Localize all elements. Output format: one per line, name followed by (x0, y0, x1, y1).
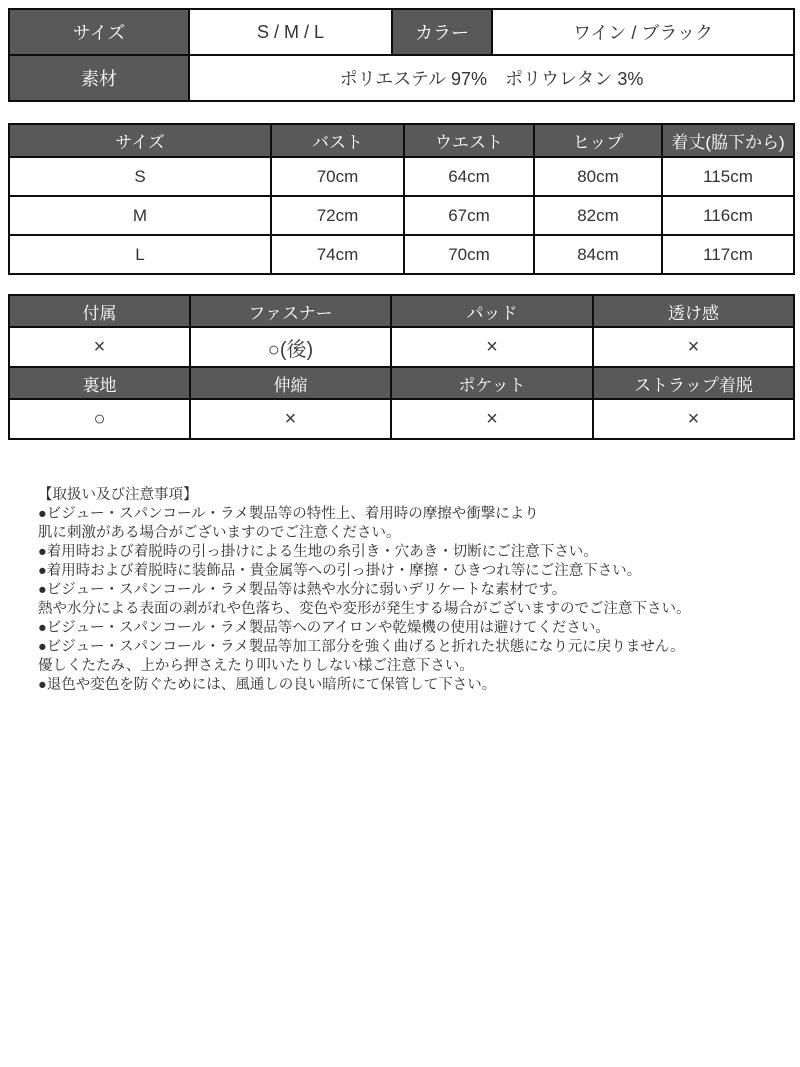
sheerness-value: × (593, 327, 794, 367)
table-row-size-m (9, 196, 794, 235)
size-value-cell: S / M / L (189, 9, 392, 55)
sheerness-header: 透け感 (593, 295, 794, 327)
bust-cell: 72cm (271, 196, 404, 235)
care-note-line: 肌に刺激がある場合がございますのでご注意ください。 (38, 525, 401, 541)
hip-cell: 80cm (534, 157, 662, 196)
hip-cell: 84cm (534, 235, 662, 274)
features-table (8, 294, 795, 440)
length-column-header: 着丈(脇下から) (662, 124, 794, 157)
features-value-row-1 (9, 327, 794, 367)
care-note-line: ●退色や変色を防ぐためには、風通しの良い暗所にて保管して下さい。 (38, 677, 497, 693)
lining-header: 裏地 (9, 367, 190, 399)
fastener-header: ファスナー (190, 295, 391, 327)
care-note-line: ●着用時および着脱時の引っ掛けによる生地の糸引き・穴あき・切断にご注意下さい。 (38, 544, 598, 560)
size-cell: M (9, 196, 271, 235)
size-column-header: サイズ (9, 124, 271, 157)
care-notes-title: 【取扱い及び注意事項】 (38, 487, 198, 503)
bust-cell: 70cm (271, 157, 404, 196)
care-note-line: ●ビジュー・スパンコール・ラメ製品等の特性上、着用時の摩擦や衝撃により (38, 506, 539, 522)
size-cell: S (9, 157, 271, 196)
waist-cell: 67cm (404, 196, 534, 235)
care-note-line: 熱や水分による表面の剥がれや色落ち、変色や変形が発生する場合がございますのでご注意下さい。 (38, 601, 691, 617)
table-row (9, 9, 794, 55)
fastener-value: ○(後) (190, 327, 391, 367)
material-value-cell: ポリエステル 97% ポリウレタン 3% (189, 55, 794, 101)
bust-column-header: バスト (271, 124, 404, 157)
length-cell: 117cm (662, 235, 794, 274)
accessory-header: 付属 (9, 295, 190, 327)
pad-value: × (391, 327, 593, 367)
strap-value: × (593, 399, 794, 439)
accessory-value: × (9, 327, 190, 367)
lining-value: ○ (9, 399, 190, 439)
pocket-value: × (391, 399, 593, 439)
care-note-line: ●ビジュー・スパンコール・ラメ製品等加工部分を強く曲げると折れた状態になり元に戻りません。 (38, 639, 685, 655)
stretch-header: 伸縮 (190, 367, 391, 399)
length-cell: 116cm (662, 196, 794, 235)
features-header-row-1 (9, 295, 794, 327)
measurements-table (8, 123, 795, 275)
stretch-value: × (190, 399, 391, 439)
table-row-size-l (9, 235, 794, 274)
size-cell: L (9, 235, 271, 274)
color-value-cell: ワイン / ブラック (492, 9, 794, 55)
care-note-line: 優しくたたみ、上から押さえたり叩いたりしない様ご注意下さい。 (38, 658, 474, 674)
pad-header: パッド (391, 295, 593, 327)
table-row (9, 55, 794, 101)
care-notes-section (38, 486, 800, 695)
features-header-row-2 (9, 367, 794, 399)
material-label-cell: 素材 (9, 55, 189, 101)
size-label-cell: サイズ (9, 9, 189, 55)
care-note-line: ●ビジュー・スパンコール・ラメ製品等は熱や水分に弱いデリケートな素材です。 (38, 582, 567, 598)
length-cell: 115cm (662, 157, 794, 196)
bust-cell: 74cm (271, 235, 404, 274)
size-color-material-table (8, 8, 795, 102)
waist-cell: 64cm (404, 157, 534, 196)
strap-header: ストラップ着脱 (593, 367, 794, 399)
features-value-row-2 (9, 399, 794, 439)
waist-column-header: ウエスト (404, 124, 534, 157)
hip-column-header: ヒップ (534, 124, 662, 157)
care-note-line: ●着用時および着脱時に装飾品・貴金属等への引っ掛け・摩擦・ひきつれ等にご注意下さい。 (38, 563, 642, 579)
color-label-cell: カラー (392, 9, 492, 55)
care-note-line: ●ビジュー・スパンコール・ラメ製品等へのアイロンや乾燥機の使用は避けてください。 (38, 620, 610, 636)
hip-cell: 82cm (534, 196, 662, 235)
pocket-header: ポケット (391, 367, 593, 399)
waist-cell: 70cm (404, 235, 534, 274)
measurements-header-row (9, 124, 794, 157)
table-row-size-s (9, 157, 794, 196)
